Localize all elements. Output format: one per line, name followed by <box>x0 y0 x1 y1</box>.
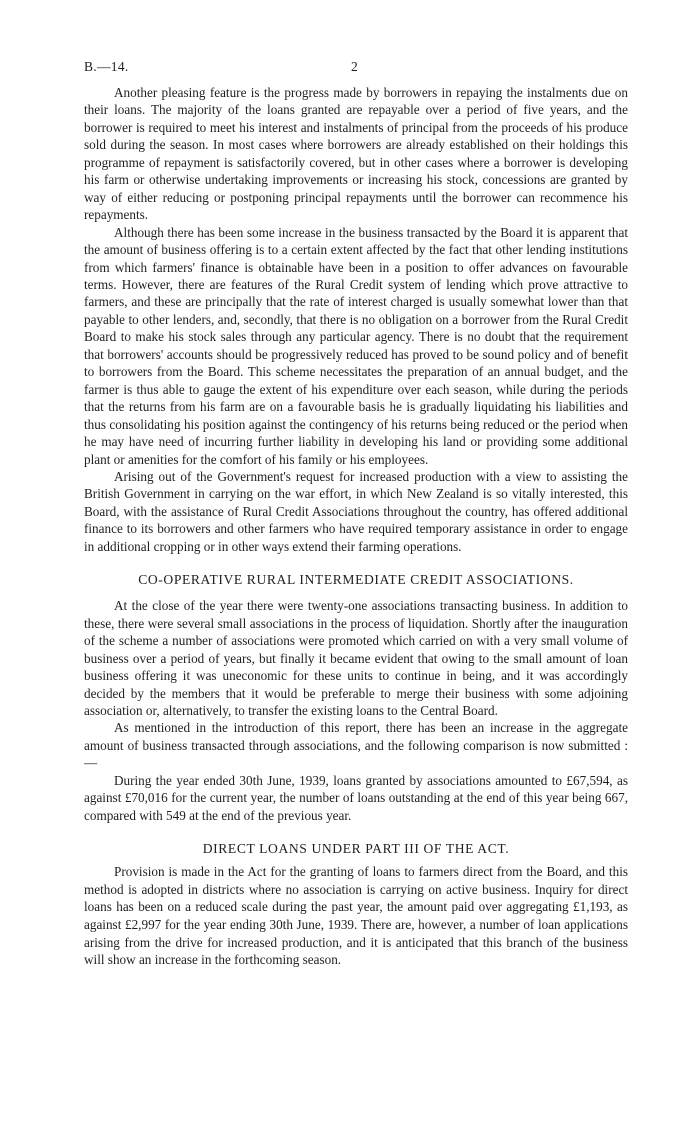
paragraph-business-increase: Although there has been some increase in the business transacted by the Board it is apparent that the amount of business offering is to a certain extent affected by the fact that other lending institutions from which farmers' finance is obtainable have been in a position to offer advances on favourable terms. However, there are features of the Rural Credit system of lending which prove attractive to farmers, and these are principally that the rate of interest charged is usually somewhat lower than that payable to other lenders, and, secondly, that there is no obligation on a borrower from the Rural Credit Board to make his stock sales through any particular agency. There is no doubt that the requirement that borrowers' accounts should be progressively reduced has proved to be sound policy and of benefit to borrowers from the Board. This scheme necessitates the preparation of an annual budget, and the farmer is thus able to gauge the extent of his expenditure over each season, while during the periods that the returns from his farm are on a favourable basis he is gradually liquidating his liabilities and thus consolidating his position against the contingency of his returns being reduced or the period when he may have need of incurring further liability in developing his land or providing some additional plant or amenities for the comfort of his family or his employees. <box>84 224 628 467</box>
paragraph-comparison-intro: As mentioned in the introduction of this report, there has been an increase in the aggregate amount of business transacted through associations, and the following comparison is now submitted :— <box>84 720 628 771</box>
document-page <box>84 58 628 969</box>
paragraph-war-effort: Arising out of the Government's request for increased production with a view to assisting the British Government in carrying on the war effort, in which New Zealand is so vitally interested, this Board, with the assistance of Rural Credit Associations throughout the country, has offered additional finance to its borrowers and other farmers who have required temporary assistance in order to engage in additional cropping or in other ways extend their farming operations. <box>84 468 628 554</box>
cooperative-section <box>84 597 628 824</box>
paragraph-loans-comparison: During the year ended 30th June, 1939, loans granted by associations amounted to £67,594, as against £70,016 for the current year, the number of loans outstanding at the end of this year being 667, compared with 549 at the end of the previous year. <box>84 772 628 823</box>
section-heading-cooperative-associations: CO-OPERATIVE RURAL INTERMEDIATE CREDIT ASSOCIATIONS. <box>138 572 574 588</box>
direct-loans-section <box>84 863 628 969</box>
intro-section <box>84 84 628 555</box>
document-reference: B.—14. <box>84 59 129 74</box>
running-header <box>84 58 628 78</box>
section-heading-direct-loans: DIRECT LOANS UNDER PART III OF THE ACT. <box>202 841 510 857</box>
paragraph-associations-count: At the close of the year there were twenty-one associations transacting business. In addition to these, there were several small associations in the process of liquidation. Shortly after the inauguration of the scheme a number of associations were promoted which carried on with a very small volume of business over a period of years, but finally it became evident that owing to the small amount of loan business offering it was uneconomic for these units to continue in being, and it was accordingly decided by the members that it would be preferable to merge their business with some adjoining association or, alternatively, to transfer the existing loans to the Central Board. <box>84 598 628 718</box>
paragraph-direct-loans: Provision is made in the Act for the granting of loans to farmers direct from the Board, and this method is adopted in districts where no association is carrying on active business. Inquiry for direct loans has been on a reduced scale during the past year, the amount paid over aggregating £1,193, as against £2,997 for the year ending 30th June, 1939. There are, however, a number of loan applications arising from the drive for increased production, and it is anticipated that this branch of the business will show an increase in the forthcoming season. <box>84 864 628 968</box>
paragraph-repayment-progress: Another pleasing feature is the progress made by borrowers in repaying the instalments due on their loans. The majority of the loans granted are repayable over a period of five years, and the borrower is required to meet his interest and instalments of principal from the proceeds of his produce sold during the season. In most cases where borrowers are already established on their holdings this programme of repayment is satisfactorily covered, but in other cases where a borrower is developing his farm or otherwise undertaking improvements or increasing his stock, concessions are granted by way of either reducing or postponing principal repayments until the borrower can recommence his repayments. <box>84 85 628 223</box>
page-number: 2 <box>351 59 358 74</box>
